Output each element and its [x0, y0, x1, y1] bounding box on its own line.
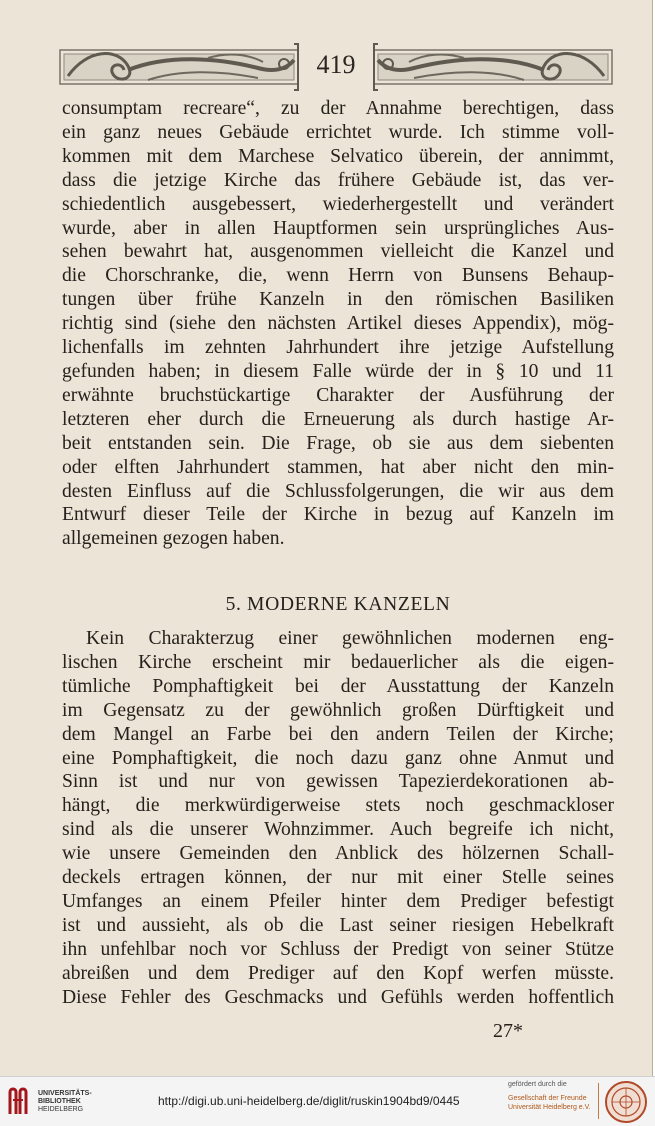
text-line: erwähnte bruchstückartige Charakter der Ausführung der	[62, 384, 614, 406]
text-line: ist und aussieht, als ob die Last seiner riesigen Hebelkraft	[62, 914, 614, 936]
text-line: wurde, aber in allen Hauptformen sein ursprüngliches Aus-	[62, 217, 614, 239]
page-number: 419	[316, 50, 356, 79]
page-header	[58, 38, 614, 96]
text-line: Sinn ist und nur von gewissen Tapezierdekorationen ab-	[62, 771, 614, 793]
text-line: eine Pomphaftigkeit, die noch dazu ganz ohne Anmut und	[62, 747, 614, 769]
text-line: tungen über frühe Kanzeln in den römischen Basiliken	[62, 289, 614, 311]
footer-divider	[598, 1083, 599, 1119]
text-line: dass die jetzige Kirche das frühere Gebäude ist, das ver-	[62, 169, 614, 191]
text-line: lischen Kirche erscheint mir bedauerlicher als die eigen-	[62, 651, 614, 673]
text-line: lichenfalls im zehnten Jahrhundert ihre jetzige Aufstellung	[62, 337, 614, 359]
sponsor-name-line: Gesellschaft der Freunde	[508, 1095, 587, 1102]
right-scroll-ornament-icon	[370, 40, 614, 94]
text-line: ihn unfehlbar noch vor Schluss der Predigt von seiner Stütze	[62, 938, 614, 960]
text-line: consumptam recreare“, zu der Annahme berechtigen, dass	[62, 98, 614, 119]
text-line: oder elften Jahrhundert stammen, hat aber nicht den min-	[62, 456, 614, 478]
text-line: Diese Fehler des Geschmacks und Gefühls werden hoffentlich	[62, 986, 614, 1008]
paragraph-1	[62, 97, 614, 551]
text-line: sehen bewahrt hat, ausgenommen vielleicht die Kanzel und	[62, 241, 614, 263]
viewer-footer	[0, 1076, 655, 1126]
text-line: gefunden haben; in diesem Falle würde der in § 10 und 11	[62, 360, 614, 382]
text-line: richtig sind (siehe den nächsten Artikel dieses Appendix), mög-	[62, 313, 614, 335]
library-name-line: HEIDELBERG	[38, 1106, 84, 1113]
text-line: schiedentlich ausgebessert, wiederhergestellt und verändert	[62, 193, 614, 215]
signature-mark: 27*	[493, 1020, 523, 1042]
sponsor-name[interactable]	[508, 1094, 591, 1112]
text-line: abreißen und dem Prediger auf den Kopf werfen müsste.	[62, 962, 614, 984]
text-line: die Chorschranke, die, wenn Herrn von Bunsens Behaup-	[62, 265, 614, 287]
text-line: hängt, die merkwürdigerweise stets noch geschmackloser	[62, 795, 614, 817]
university-seal-icon	[604, 1080, 648, 1124]
text-line: allgemeinen gezogen haben.	[62, 528, 285, 550]
text-line: Kein Charakterzug einer gewöhnlichen modernen eng-	[86, 628, 614, 649]
text-line: deckels ertragen können, der nur mit einer Stelle seines	[62, 867, 614, 889]
text-line: letzteren eher durch die Erneuerung als durch hastige Ar-	[62, 408, 614, 430]
text-line: kommen mit dem Marchese Selvatico überein, der annimmt,	[62, 145, 614, 167]
text-line: ein ganz neues Gebäude errichtet wurde. Ich stimme voll-	[62, 121, 614, 143]
section-heading: 5. MODERNE KANZELN	[225, 594, 451, 615]
sponsor-name-line: Universität Heidelberg e.V.	[508, 1104, 591, 1111]
library-name[interactable]	[38, 1090, 92, 1114]
text-line: Umfanges an einem Pfeiler hinter dem Prediger befestigt	[62, 890, 614, 912]
text-line: sind als die unserer Wohnzimmer. Auch begreife ich nicht,	[62, 819, 614, 841]
text-line: beit entstanden sein. Die Frage, ob sie aus dem siebenten	[62, 432, 614, 454]
library-name-line: BIBLIOTHEK	[38, 1098, 81, 1105]
text-line: desten Einfluss auf die Schlussfolgerungen, die wir aus dem	[62, 480, 614, 502]
ub-heidelberg-logo-icon	[8, 1086, 32, 1116]
text-line: tümliche Pomphaftigkeit bei der Ausstattung der Kanzeln	[62, 675, 614, 697]
paragraph-2	[62, 627, 614, 1010]
document-url-link[interactable]: http://digi.ub.uni-heidelberg.de/diglit/ruskin1904bd9/0445	[158, 1094, 460, 1108]
text-line: im Gegensatz zu der gewöhnlich großen Dürftigkeit und	[62, 699, 614, 721]
text-line: Entwurf dieser Teile der Kirche in bezug auf Kanzeln im	[62, 504, 614, 526]
text-line: dem Mangel an Farbe bei den andern Teilen der Kirche;	[62, 723, 614, 745]
sponsor-label: gefördert durch die	[508, 1081, 567, 1088]
library-name-line: UNIVERSITÄTS-	[38, 1090, 92, 1097]
text-line: wie unsere Gemeinden den Anblick des hölzernen Schall-	[62, 843, 614, 865]
